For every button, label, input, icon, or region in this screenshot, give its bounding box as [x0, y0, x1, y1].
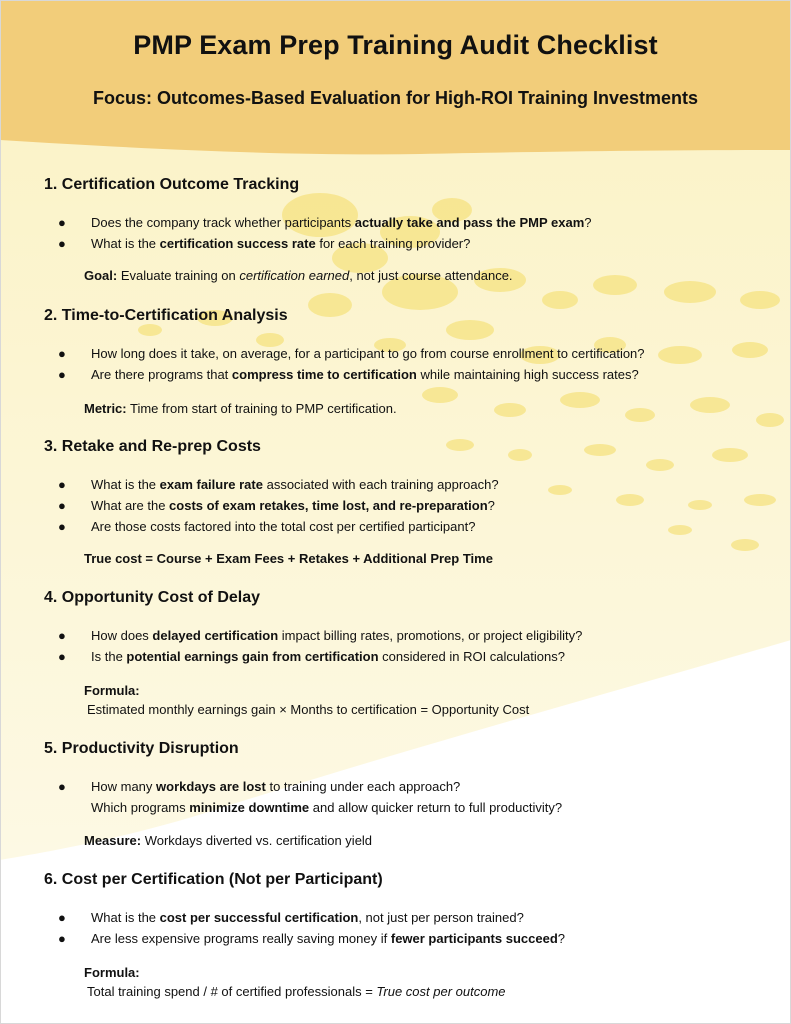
list-item	[0, 776, 791, 797]
bullet-list	[0, 907, 791, 949]
item-emphasis: minimize downtime	[189, 800, 310, 815]
item-text: How does	[91, 628, 153, 643]
section-heading: 4. Opportunity Cost of Delay	[44, 589, 261, 606]
document-subtitle: Focus: Outcomes-Based Evaluation for High-ROI Training Investments	[92, 88, 699, 108]
bullet-list	[0, 343, 791, 385]
item-emphasis: delayed certification	[152, 628, 279, 643]
item-text-end: for each training provider?	[315, 236, 471, 251]
item-text-end: ?	[487, 498, 495, 513]
item-text: What is the	[91, 477, 160, 492]
bullet-icon: ●	[58, 910, 66, 925]
bullet-icon: ●	[58, 779, 66, 794]
list-item	[0, 928, 791, 949]
formula-text: Total training spend / # of certified professionals = True cost per outcome	[87, 984, 506, 999]
bullet-icon: ●	[58, 236, 66, 251]
true-cost-note	[84, 549, 493, 568]
item-text-end: , not just per person trained?	[358, 910, 524, 925]
bullet-icon: ●	[58, 519, 66, 534]
item-text-end: impact billing rates, promotions, or project eligibility?	[278, 628, 583, 643]
item-emphasis: workdays are lost	[156, 779, 266, 794]
list-item	[0, 495, 791, 516]
note-label: Measure:	[84, 833, 142, 848]
bullet-icon: ●	[58, 477, 66, 492]
section-heading: 6. Cost per Certification (Not per Participant)	[44, 871, 383, 888]
item-text: Are less expensive programs really saving money if	[91, 931, 391, 946]
bullet-icon: ●	[58, 628, 66, 643]
list-item	[0, 364, 791, 385]
formula-italic: True cost per outcome	[376, 984, 506, 999]
note-label: Metric:	[84, 401, 127, 416]
bullet-list	[0, 776, 791, 818]
list-item	[0, 343, 791, 364]
bullet-icon: ●	[58, 346, 66, 361]
bullet-list	[0, 474, 791, 537]
list-item	[0, 907, 791, 928]
item-emphasis: fewer participants succeed	[390, 931, 558, 946]
note-label: Goal:	[84, 268, 118, 283]
goal-note: Goal: Evaluate training on certification earned, not just course attendance.	[84, 268, 513, 283]
item-emphasis: compress time to certification	[231, 367, 417, 382]
item-text-end: ?	[557, 931, 565, 946]
list-item	[0, 516, 791, 537]
section-heading: 5. Productivity Disruption	[44, 740, 239, 757]
item-text: What is the	[91, 910, 160, 925]
item-text: Does the company track whether participants	[91, 215, 355, 230]
item-emphasis: cost per successful certification	[159, 910, 359, 925]
item-emphasis: actually take and pass the PMP exam	[354, 215, 585, 230]
item-text: Are there programs that	[91, 367, 232, 382]
section-heading: 3. Retake and Re-prep Costs	[44, 438, 261, 455]
item-text-end: considered in ROI calculations?	[378, 649, 565, 664]
item-emphasis: exam failure rate	[159, 477, 263, 492]
item-text-end: while maintaining high success rates?	[416, 367, 639, 382]
formula-label: Formula:	[84, 683, 140, 698]
item-text-end: to training under each approach?	[265, 779, 461, 794]
item-text: What is the	[91, 236, 160, 251]
list-item	[0, 474, 791, 495]
list-item	[0, 212, 791, 233]
list-item	[0, 625, 791, 646]
item-text-end: ?	[584, 215, 592, 230]
note-label: True cost = Course + Exam Fees + Retakes + Additional Prep Time	[84, 551, 493, 566]
item-text: Are those costs factored into the total cost per certified participant?	[91, 519, 476, 534]
bullet-icon: ●	[58, 931, 66, 946]
list-item	[0, 797, 791, 818]
item-text: What are the	[91, 498, 170, 513]
item-emphasis: potential earnings gain from certification	[126, 649, 379, 664]
formula-label: Formula:	[84, 965, 140, 980]
bullet-list	[0, 625, 791, 667]
section-heading: 2. Time-to-Certification Analysis	[44, 307, 288, 324]
bullet-list	[0, 212, 791, 254]
list-item	[0, 233, 791, 254]
item-text: How long does it take, on average, for a participant to go from course enrollment to certification?	[91, 346, 645, 361]
bullet-icon: ●	[58, 498, 66, 513]
metric-note: Metric: Time from start of training to PMP certification.	[84, 401, 397, 416]
bullet-icon: ●	[58, 215, 66, 230]
document-title: PMP Exam Prep Training Audit Checklist	[133, 30, 658, 60]
formula-text: Estimated monthly earnings gain × Months to certification = Opportunity Cost	[87, 702, 530, 717]
item-text: Which programs	[91, 800, 190, 815]
measure-note: Measure: Workdays diverted vs. certification yield	[84, 833, 373, 848]
list-item	[0, 646, 791, 667]
bullet-icon: ●	[58, 649, 66, 664]
item-text: Is the	[91, 649, 127, 664]
item-text-end: and allow quicker return to full productivity?	[309, 800, 563, 815]
item-emphasis: costs of exam retakes, time lost, and re-preparation	[169, 498, 488, 513]
item-emphasis: certification success rate	[159, 236, 316, 251]
section-heading: 1. Certification Outcome Tracking	[44, 176, 300, 193]
bullet-icon: ●	[58, 367, 66, 382]
item-text: How many	[91, 779, 157, 794]
item-text-end: associated with each training approach?	[262, 477, 499, 492]
note-italic: certification earned	[239, 268, 350, 283]
